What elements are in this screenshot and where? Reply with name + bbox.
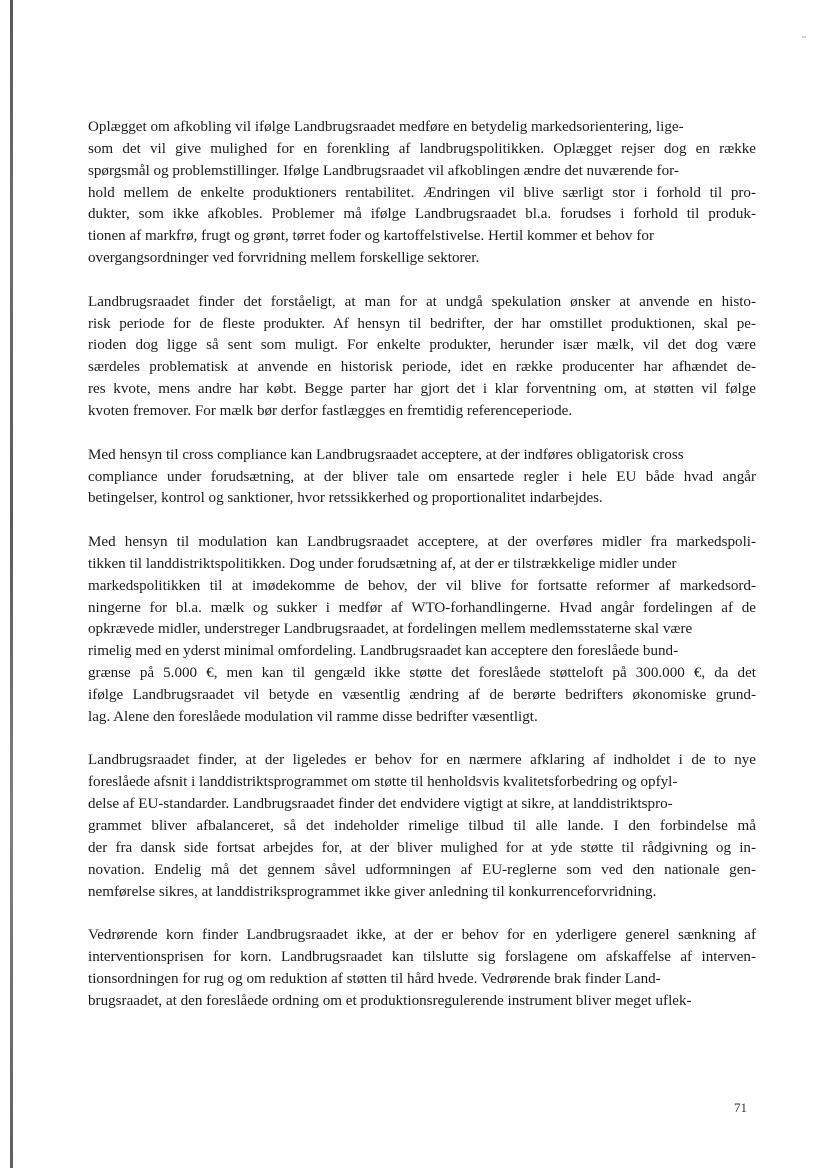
text-line: tionsordningen for rug og om reduktion af støtten til hård hvede. Vedrørende brak finder Land- (88, 970, 661, 987)
text-line: markedspolitikken til at imødekomme de behov, der vil blive for fortsatte reformer af markedsord- (88, 577, 756, 594)
paragraph (88, 445, 756, 511)
text-line: rioden dog ligge så sent som muligt. For enkelte produkter, herunder især mælk, vil det dog være (88, 337, 756, 354)
text-line: rimelig med en yderst minimal omfordeling. Landbrugsraadet kan acceptere den foreslåede bund- (88, 643, 679, 660)
text-line: spørgsmål og problemstillinger. Ifølge Landbrugsraadet vil afkoblingen ændre det nuværende for- (88, 162, 679, 179)
paragraph (88, 925, 756, 1012)
scan-binding-edge (10, 0, 13, 1168)
text-line: ifølge Landbrugsraadet vil betyde en væsentlig ændring af de berørte bedrifters økonomiske grund- (88, 686, 756, 703)
text-line: som det vil give mulighed for en forenkling af landbrugspolitikken. Oplægget rejser dog en række (88, 140, 756, 157)
page-body-text (88, 117, 756, 1013)
text-line: lag. Alene den foreslåede modulation vil ramme disse bedrifter væsentligt. (88, 708, 538, 725)
paragraph (88, 117, 756, 270)
text-line: overgangsordninger ved forvridning mellem forskellige sektorer. (88, 250, 480, 267)
text-line: Vedrørende korn finder Landbrugsraadet ikke, at der er behov for en yderligere generel sænkning af (88, 927, 756, 944)
text-line: novation. Endelig må det gennem såvel udformningen af EU-reglerne som ved den nationale gen- (88, 861, 756, 878)
text-line: ningerne for bl.a. mælk og sukker i medfør af WTO-forhandlingerne. Hvad angår fordelingen af de (88, 599, 756, 616)
text-line: Oplægget om afkobling vil ifølge Landbrugsraadet medføre en betydelig markedsorientering, lige- (88, 119, 684, 135)
text-line: Landbrugsraadet finder det forståeligt, at man for at undgå spekulation ønsker at anvende en histo- (88, 293, 756, 310)
text-line: tionen af markfrø, frugt og grønt, tørret foder og kartoffelstivelse. Hertil kommer et behov for (88, 228, 654, 245)
page-number: 71 (734, 1100, 747, 1115)
paragraph (88, 292, 756, 423)
text-line: særdeles problematisk at anvende en historisk periode, idet en række producenter har afhændet de- (88, 359, 756, 376)
text-line: kvoten fremover. For mælk bør derfor fastlægges en fremtidig referenceperiode. (88, 402, 573, 419)
text-line: tikken til landdistriktspolitikken. Dog under forudsætning af, at der er tilstrækkelige midler under (88, 555, 677, 572)
text-line: grammet bliver afbalanceret, så det indeholder rimelige tilbud til alle lande. I den forbindelse må (88, 818, 756, 834)
text-line: Med hensyn til cross compliance kan Landbrugsraadet acceptere, at der indføres obligatorisk cross (88, 446, 684, 463)
text-line: opkrævede midler, understreger Landbrugsraadet, at fordelingen mellem medlemsstaterne skal være (88, 621, 693, 638)
text-line: foreslåede afsnit i landdistriktsprogrammet om støtte til henholdsvis kvalitetsforbedring og opfyl- (88, 774, 678, 791)
text-line: Med hensyn til modulation kan Landbrugsraadet acceptere, at der overføres midler fra markedspoli- (88, 534, 756, 551)
text-line: dukter, som ikke afkobles. Problemer må ifølge Landbrugsraadet bl.a. forudses i forhold til produk- (88, 206, 756, 223)
paragraph (88, 750, 756, 903)
text-line: grænse på 5.000 €, men kan til gengæld ikke støtte det foreslåede støtteloft på 300.000 €, da det (88, 665, 756, 682)
text-line: res kvote, mens andre har købt. Begge parter har gjort det i klar forventning om, at støtten vil følge (88, 381, 756, 398)
text-line: nemførelse sikres, at landdistriksprogrammet ikke giver anledning til konkurrenceforvridning. (88, 883, 657, 900)
paragraph (88, 532, 756, 729)
text-line: der fra dansk side fortsat arbejdes for, at der bliver mulighed for at yde støtte til rådgivning og in- (88, 839, 756, 856)
text-line: interventionsprisen for korn. Landbrugsraadet kan tilslutte sig forslagene om afskaffelse af interven- (88, 949, 756, 966)
text-line: compliance under forudsætning, at der bliver tale om ensartede regler i hele EU både hvad angår (88, 468, 756, 485)
text-line: betingelser, kontrol og sanktioner, hvor retssikkerhed og proportionalitet indarbejdes. (88, 490, 603, 507)
text-line: brugsraadet, at den foreslåede ordning om et produktionsregulerende instrument bliver meget uflek- (88, 992, 692, 1009)
text-line: hold mellem de enkelte produktioners rentabilitet. Ændringen vil blive særligt stor i forhold til pro- (88, 184, 756, 201)
scan-speck (802, 36, 806, 38)
text-line: risk periode for de fleste produkter. Af hensyn til bedrifter, der har omstillet produktionen, skal pe- (88, 315, 756, 332)
text-line: Landbrugsraadet finder, at der ligeledes er behov for en nærmere afklaring af indholdet i de to nye (88, 752, 756, 769)
text-line: delse af EU-standarder. Landbrugsraadet finder det endvidere vigtigt at sikre, at landdistriktspro- (88, 796, 673, 813)
